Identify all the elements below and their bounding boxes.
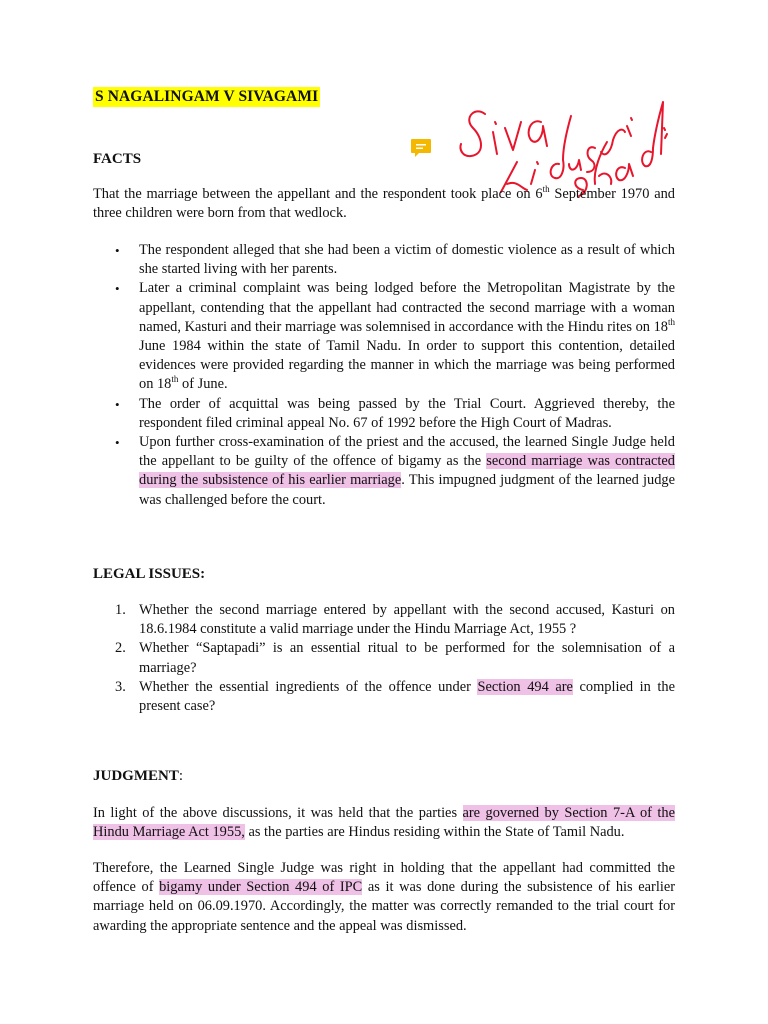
judgment-heading xyxy=(93,768,183,785)
list-item-text: Whether “Saptapadi” is an essential ritual to be performed for the solemnisation of a marriage? xyxy=(139,640,675,676)
list-item-text: The respondent alleged that she had been a victim of domestic violence as a result of which she started living with her parents. xyxy=(139,242,675,278)
list-number: 1. xyxy=(115,602,126,618)
bullet-icon: • xyxy=(115,281,120,297)
paragraph-text: as it was done during the subsistence of his earlier marriage held on 06.09.1970. Accordingly, the matter was correctly remanded to the trial court for awarding the appropriate sentence and the appeal was dismissed. xyxy=(93,879,675,934)
list-item xyxy=(93,601,675,639)
list-item-text: complied in the present case? xyxy=(139,678,675,715)
list-item xyxy=(93,241,675,279)
facts-heading: FACTS xyxy=(93,151,142,167)
list-item xyxy=(93,639,675,677)
list-item xyxy=(93,678,675,716)
judgment-paragraph-2 xyxy=(93,859,675,936)
facts-list xyxy=(93,241,675,510)
list-item-text: Whether the second marriage entered by appellant with the second accused, Kasturi on 18.6.1984 constitute a valid marriage under the Hindu Marriage Act, 1955 ? xyxy=(139,602,675,638)
list-number: 3. xyxy=(115,678,126,695)
judgment-heading-text: JUDGMENT xyxy=(93,768,179,784)
paragraph-text: Therefore, the Learned Single Judge was right in holding that the appellant had committed the offence of xyxy=(93,860,675,896)
list-item xyxy=(93,279,675,394)
facts-intro xyxy=(93,185,675,223)
list-item-text: June 1984 within the state of Tamil Nadu. In order to support this contention, detailed evidences were provided regarding the manner in which the marriage was being performed on 18 xyxy=(139,338,675,393)
list-number: 2. xyxy=(115,640,126,657)
list-item xyxy=(93,433,675,510)
superscript: th xyxy=(542,184,550,195)
facts-intro-part: September 1970 and three children were born from that wedlock. xyxy=(93,186,675,222)
document-title: S NAGALINGAM V SIVAGAMI xyxy=(95,88,319,105)
bullet-icon: • xyxy=(115,243,120,258)
paragraph-text: as the parties are Hindus residing within the State of Tamil Nadu. xyxy=(244,824,625,841)
bullet-icon: • xyxy=(115,396,120,412)
superscript: th xyxy=(171,374,179,385)
highlighted-text: second marriage was contracted during the subsistence of his earlier marriage xyxy=(139,453,675,489)
highlighted-text: bigamy under Section 494 of IPC xyxy=(159,879,363,896)
judgment-heading-colon: : xyxy=(178,768,184,784)
bullet-icon: • xyxy=(115,435,120,451)
list-item-text: . This impugned judgment of the learned judge was challenged before the court. xyxy=(139,472,675,508)
paragraph-text: In light of the above discussions, it was held that the parties xyxy=(93,805,463,821)
list-item-text: Upon further cross-examination of the priest and the accused, the learned Single Judge held the appellant to be guilty of the offence of bigamy as the xyxy=(139,434,675,470)
list-item-text: of June. xyxy=(178,376,228,393)
highlighted-text: Section 494 are xyxy=(477,678,573,695)
handwritten-annotation xyxy=(455,72,670,197)
list-item xyxy=(93,395,675,433)
legal-issues-heading: LEGAL ISSUES: xyxy=(93,566,206,582)
judgment-paragraph-1 xyxy=(93,804,675,842)
facts-intro-part: That the marriage between the appellant and the respondent took place on 6 xyxy=(93,186,543,202)
highlighted-text: are governed by Section 7-A of the Hindu Marriage Act 1955, xyxy=(93,805,675,841)
list-item-text: Whether the essential ingredients of the offence under xyxy=(139,678,478,695)
superscript: th xyxy=(667,317,675,328)
comment-icon[interactable] xyxy=(410,138,432,158)
list-item-text: The order of acquittal was being passed by the Trial Court. Aggrieved thereby, the respondent filed criminal appeal No. 67 of 1992 before the High Court of Madras. xyxy=(139,395,675,431)
legal-issues-list xyxy=(93,601,675,716)
list-item-text: Later a criminal complaint was being lodged before the Metropolitan Magistrate by the appellant, contending that the appellant had contracted the second marriage with a woman named, Kasturi and their marriage was solemnised in accordance with the Hindu rites on 18 xyxy=(139,280,675,335)
